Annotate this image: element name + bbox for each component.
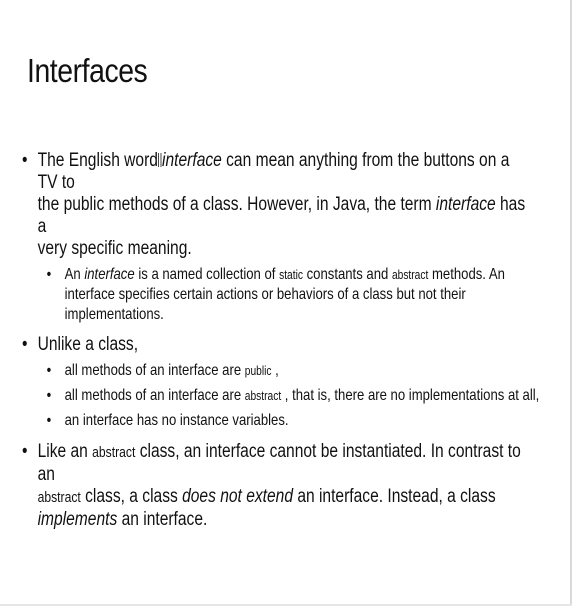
text: the public methods of a class. However, in Java, the term <box>37 194 432 215</box>
keyword-abstract: abstract <box>391 268 429 282</box>
keyword-abstract: abstract <box>92 445 136 461</box>
bullet-dot-icon: • <box>22 334 28 355</box>
text: an interface. <box>121 509 208 530</box>
slide-title: Interfaces <box>27 52 148 89</box>
text: is a named collection of <box>138 266 276 283</box>
text: very specific meaning. <box>37 238 192 259</box>
text: has a <box>37 194 526 237</box>
text: Like an <box>37 441 88 462</box>
bullet-dot-icon: • <box>22 441 28 462</box>
text-italic: implements <box>37 509 118 530</box>
text: constants and <box>306 266 389 283</box>
sub-bullet-no-instance-variables <box>37 411 531 431</box>
text: Unlike a class, <box>37 334 139 355</box>
keyword-public: public <box>244 364 272 378</box>
bullet-dot-icon: • <box>46 266 52 283</box>
text: can mean anything from the buttons on a TV to <box>37 150 510 193</box>
text: interface specifies certain actions or behaviors of a class but not their <box>64 286 466 303</box>
text-italic: interface <box>84 266 135 283</box>
bullet-interface-meaning <box>22 150 530 260</box>
sub-bullet-methods-public <box>37 361 531 381</box>
bullet-dot-icon: • <box>46 412 52 429</box>
bullet-unlike-class <box>22 334 530 356</box>
text-italic: interface <box>435 194 496 215</box>
text: implementations. <box>64 306 164 323</box>
text: An <box>64 266 81 283</box>
keyword-static: static <box>279 268 303 282</box>
text: all methods of an interface are <box>64 387 242 404</box>
text: methods. An <box>431 266 505 283</box>
text: class, an interface cannot be instantiated. In contrast to an <box>37 441 521 485</box>
text-cursor-icon <box>158 153 161 167</box>
text: The English word <box>37 150 158 171</box>
sub-bullet-methods-abstract <box>37 386 540 406</box>
slide-content <box>22 150 540 531</box>
text: , <box>275 362 279 379</box>
text-italic: does not extend <box>182 486 293 507</box>
bullet-dot-icon: • <box>46 362 52 379</box>
bullet-dot-icon: • <box>46 387 52 404</box>
keyword-abstract: abstract <box>37 490 81 506</box>
text: an interface. Instead, a class <box>297 486 496 507</box>
text-italic: interface <box>162 150 222 171</box>
bullet-like-abstract-class <box>22 441 530 531</box>
text: all methods of an interface are <box>64 362 242 379</box>
text: class, a class <box>85 486 178 507</box>
text: an interface has no instance variables. <box>64 412 289 429</box>
bullet-dot-icon: • <box>22 150 28 171</box>
keyword-abstract: abstract <box>244 389 282 403</box>
sub-bullet-interface-definition <box>37 265 531 325</box>
text: , that is, there are no implementations at all, <box>284 387 540 404</box>
